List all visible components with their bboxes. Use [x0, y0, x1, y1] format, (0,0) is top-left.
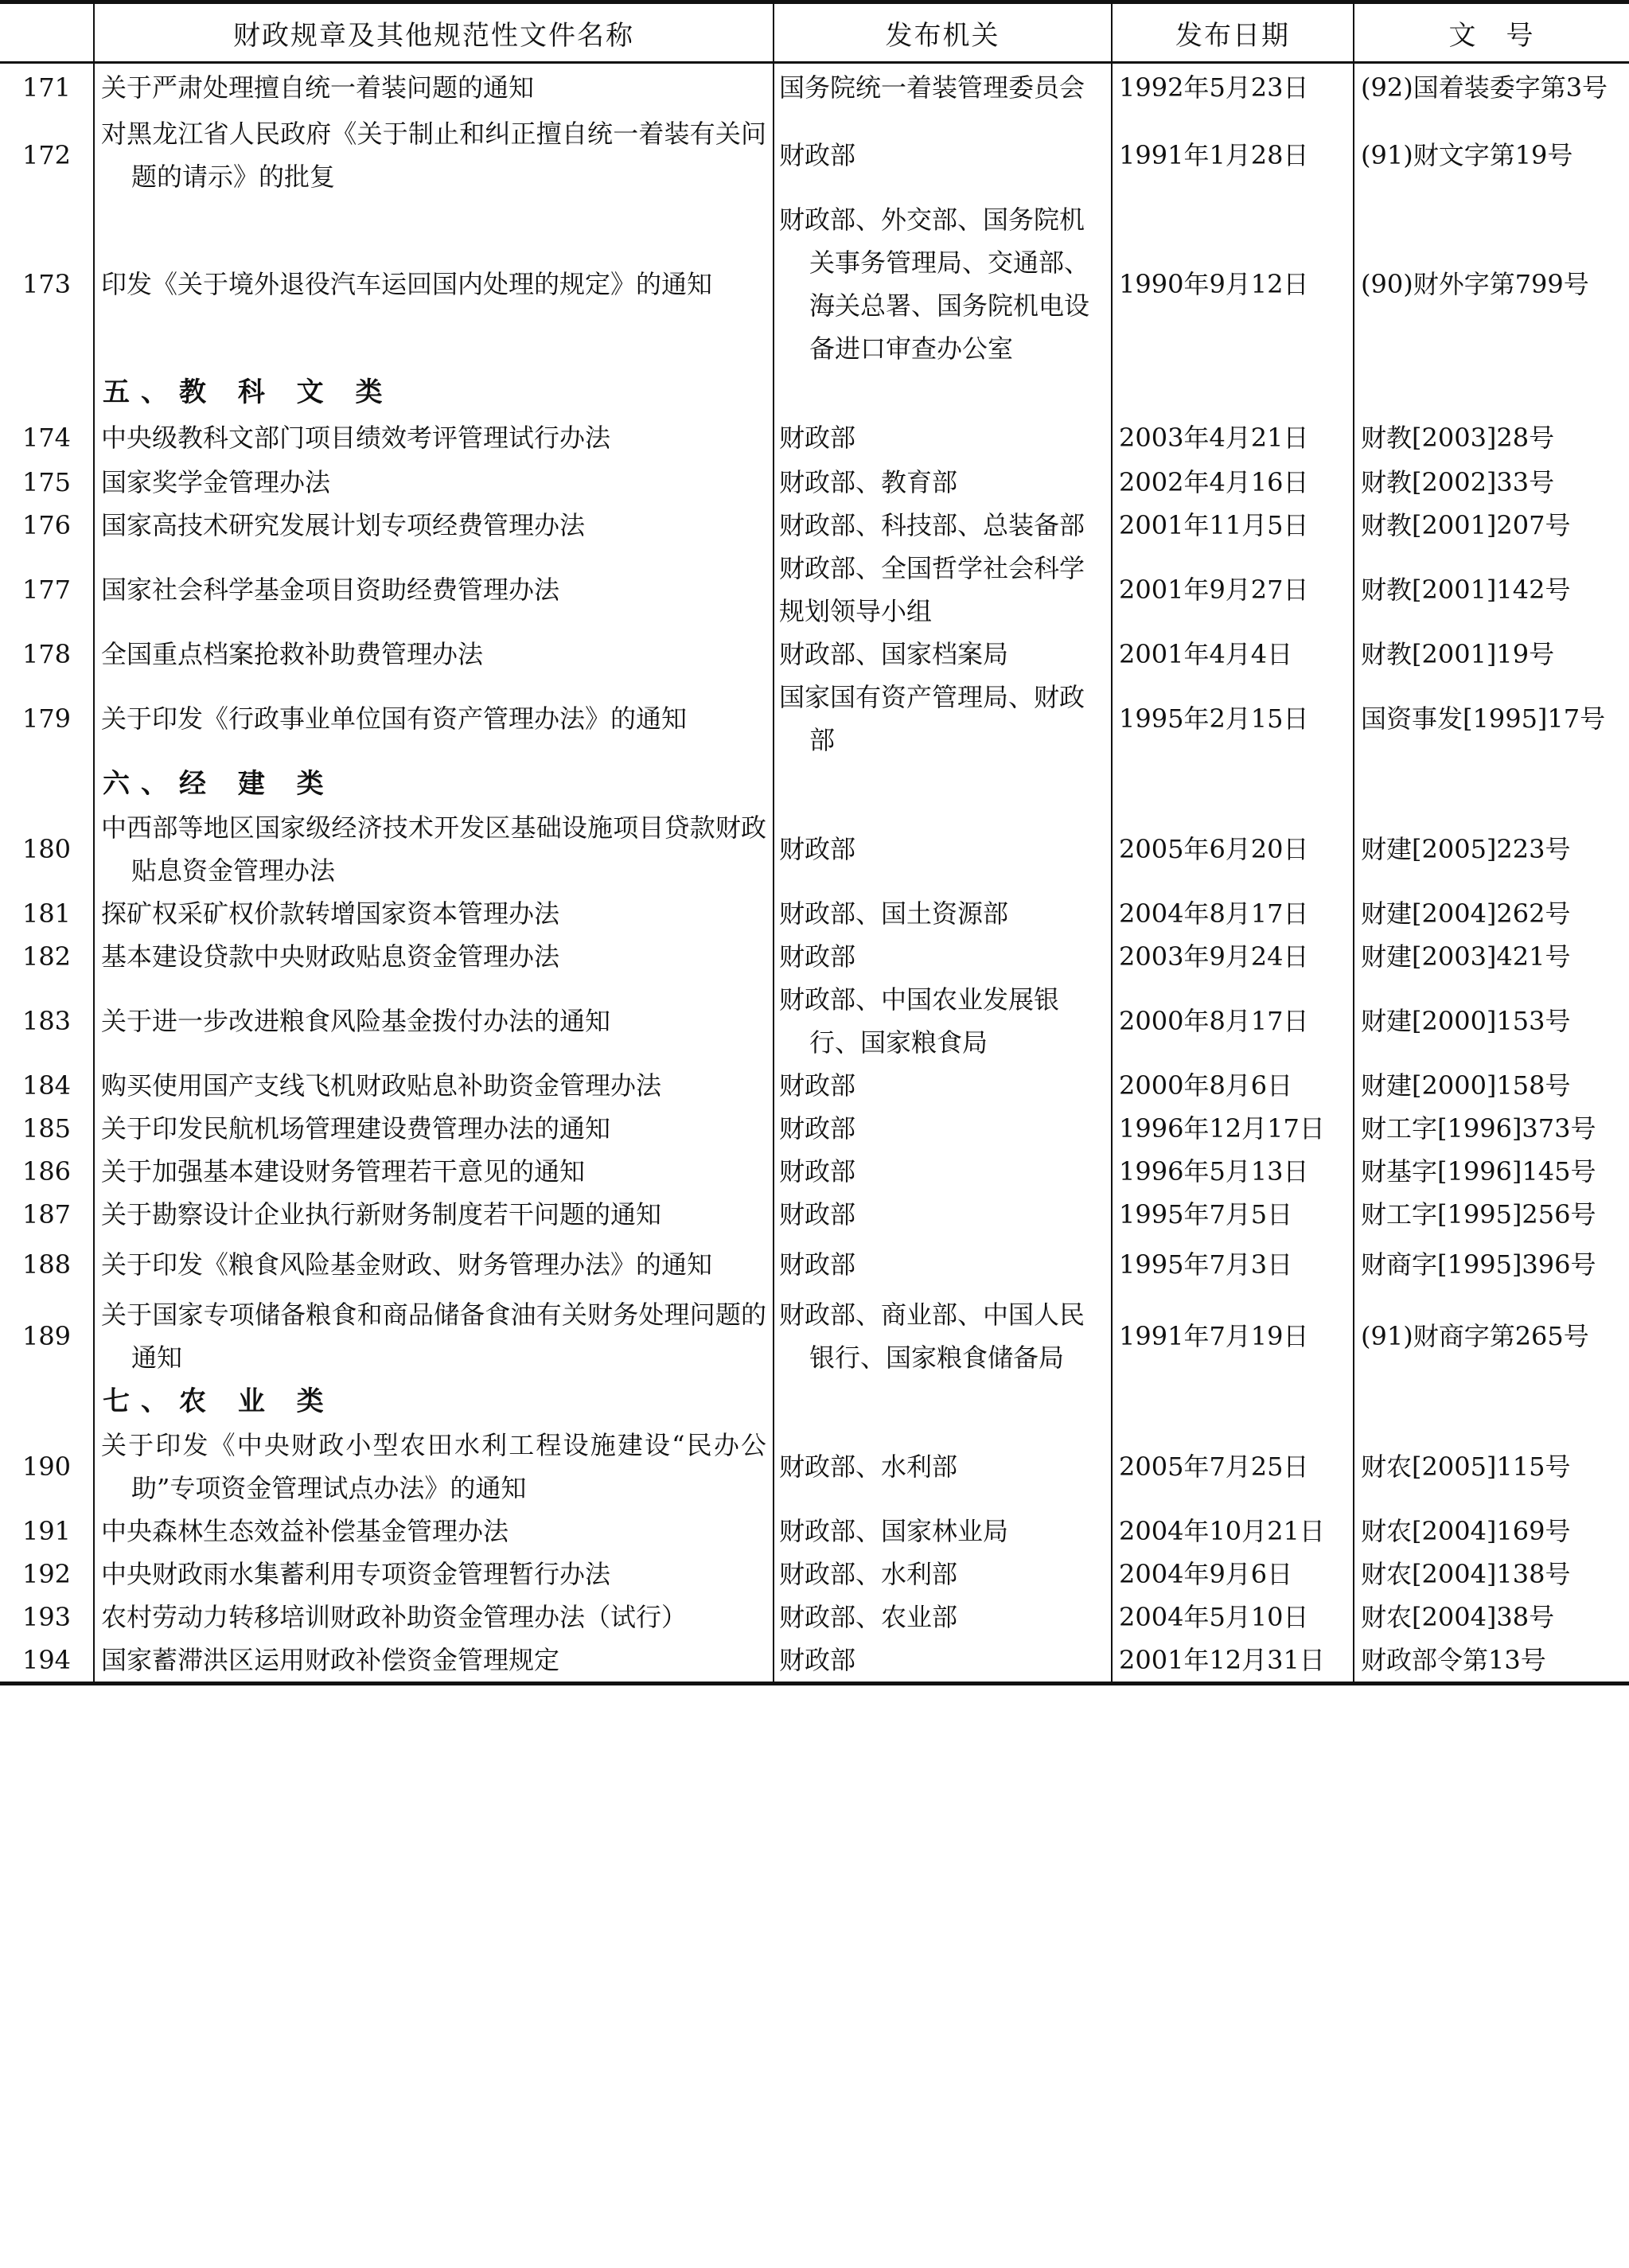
issuing-authority-text: 财政部、农业部	[779, 1601, 958, 1632]
document-number-text: 财教[2001]207号	[1361, 509, 1571, 540]
document-title	[94, 1510, 774, 1553]
section-row	[0, 1379, 1629, 1424]
document-title-text: 关于进一步改进粮食风险基金拨付办法的通知	[101, 1005, 611, 1036]
header-doc-number: 文 号	[1354, 2, 1629, 63]
document-number	[1354, 633, 1629, 676]
issuing-authority	[774, 1293, 1112, 1379]
row-number-text: 182	[21, 941, 72, 972]
header-date: 发布日期	[1112, 2, 1354, 63]
table-row	[0, 112, 1629, 198]
row-number	[0, 978, 94, 1064]
document-number-text: 财政部令第13号	[1361, 1644, 1546, 1675]
document-number	[1354, 978, 1629, 1064]
row-number	[0, 112, 94, 198]
section-empty-cell	[1354, 1379, 1629, 1424]
document-title-text: 国家高技术研究发展计划专项经费管理办法	[101, 509, 586, 540]
row-number-text: 187	[21, 1198, 72, 1229]
document-title	[94, 1064, 774, 1107]
document-title-text: 基本建设贷款中央财政贴息资金管理办法	[101, 941, 560, 972]
document-number	[1354, 892, 1629, 935]
section-empty-cell	[1112, 1379, 1354, 1424]
document-number-text: 财工字[1996]373号	[1361, 1113, 1596, 1144]
document-title	[94, 1553, 774, 1596]
issuing-authority	[774, 547, 1112, 633]
issue-date-text: 1995年2月15日	[1119, 703, 1309, 734]
row-number	[0, 63, 94, 112]
document-title	[94, 633, 774, 676]
issuing-authority-text: 财政部、国家档案局	[779, 638, 1009, 669]
table-row	[0, 978, 1629, 1064]
table-row	[0, 1424, 1629, 1510]
issue-date	[1112, 676, 1354, 762]
row-number	[0, 461, 94, 504]
document-number	[1354, 504, 1629, 547]
document-title-text: 中央级教科文部门项目绩效考评管理试行办法	[101, 422, 611, 453]
document-number-text: 财工字[1995]256号	[1361, 1198, 1596, 1229]
issuing-authority	[774, 198, 1112, 370]
document-title	[94, 1596, 774, 1639]
issuing-authority	[774, 935, 1112, 978]
section-empty-cell	[1354, 762, 1629, 806]
table-row	[0, 1510, 1629, 1553]
row-number-text: 175	[21, 466, 72, 497]
issuing-authority	[774, 1596, 1112, 1639]
document-title-text: 关于加强基本建设财务管理若干意见的通知	[101, 1155, 586, 1187]
table-row	[0, 547, 1629, 633]
document-title-text: 印发《关于境外退役汽车运回国内处理的规定》的通知	[101, 268, 713, 299]
issuing-authority	[774, 1150, 1112, 1193]
issue-date-text: 1990年9月12日	[1119, 268, 1309, 299]
issuing-authority-text: 财政部、国家林业局	[779, 1515, 1009, 1546]
row-number-text: 192	[21, 1558, 72, 1589]
issuing-authority-text: 财政部、全国哲学社会科学规划领导小组	[779, 552, 1085, 626]
issuing-authority-text: 国家国有资产管理局、财政部	[779, 681, 1085, 755]
issue-date-text: 2000年8月17日	[1119, 1005, 1309, 1036]
document-number	[1354, 1236, 1629, 1293]
document-number-text: (90)财外字第799号	[1361, 268, 1589, 299]
document-title	[94, 1107, 774, 1150]
document-number-text: 财教[2001]19号	[1361, 638, 1555, 669]
issuing-authority	[774, 806, 1112, 892]
issuing-authority	[774, 1553, 1112, 1596]
issue-date	[1112, 892, 1354, 935]
issue-date	[1112, 1553, 1354, 1596]
table-row	[0, 633, 1629, 676]
issuing-authority	[774, 1510, 1112, 1553]
document-number	[1354, 547, 1629, 633]
document-number-text: 财农[2004]138号	[1361, 1558, 1571, 1589]
issue-date-text: 2004年8月17日	[1119, 898, 1309, 929]
row-number-text: 171	[21, 72, 72, 103]
issuing-authority-text: 财政部	[779, 139, 856, 170]
section-number-cell	[0, 370, 94, 415]
document-number-text: 财基字[1996]145号	[1361, 1155, 1596, 1187]
document-number-text: 财建[2003]421号	[1361, 941, 1571, 972]
section-empty-cell	[1112, 762, 1354, 806]
document-title	[94, 892, 774, 935]
document-number	[1354, 1064, 1629, 1107]
document-number-text: 财商字[1995]396号	[1361, 1249, 1596, 1280]
document-number-text: 国资事发[1995]17号	[1361, 703, 1606, 734]
issue-date-text: 2005年7月25日	[1119, 1451, 1309, 1482]
document-number-text: 财教[2002]33号	[1361, 466, 1555, 497]
row-number-text: 190	[21, 1451, 72, 1482]
row-number-text: 173	[21, 268, 72, 299]
issue-date-text: 2002年4月16日	[1119, 466, 1309, 497]
issuing-authority-text: 财政部	[779, 1249, 856, 1280]
issuing-authority-text: 财政部	[779, 833, 856, 864]
document-number-text: 财教[2003]28号	[1361, 422, 1555, 453]
table-row	[0, 461, 1629, 504]
row-number	[0, 1510, 94, 1553]
table-header	[0, 2, 1629, 63]
document-title-text: 全国重点档案抢救补助费管理办法	[101, 638, 484, 669]
table-row	[0, 1553, 1629, 1596]
issue-date	[1112, 1510, 1354, 1553]
issue-date	[1112, 1064, 1354, 1107]
issuing-authority-text: 财政部、商业部、中国人民银行、国家粮食储备局	[779, 1299, 1085, 1373]
row-number-text: 180	[21, 833, 72, 864]
issuing-authority-text: 财政部、中国农业发展银行、国家粮食局	[779, 984, 1060, 1058]
document-number	[1354, 112, 1629, 198]
issuing-authority-text: 财政部	[779, 422, 856, 453]
header-issuer: 发布机关	[774, 2, 1112, 63]
row-number-text: 176	[21, 509, 72, 540]
row-number	[0, 547, 94, 633]
document-title	[94, 1193, 774, 1236]
document-number	[1354, 198, 1629, 370]
section-number-cell	[0, 762, 94, 806]
table-row	[0, 1107, 1629, 1150]
issuing-authority	[774, 1107, 1112, 1150]
issue-date-text: 1996年5月13日	[1119, 1155, 1309, 1187]
row-number-text: 184	[21, 1070, 72, 1101]
section-row	[0, 370, 1629, 415]
section-empty-cell	[774, 370, 1112, 415]
issue-date	[1112, 1150, 1354, 1193]
row-number	[0, 1064, 94, 1107]
issue-date	[1112, 461, 1354, 504]
issue-date-text: 2001年9月27日	[1119, 574, 1309, 605]
table-row	[0, 415, 1629, 461]
document-title-text: 中央财政雨水集蓄利用专项资金管理暂行办法	[101, 1558, 611, 1589]
issuing-authority	[774, 415, 1112, 461]
document-title-text: 对黑龙江省人民政府《关于制止和纠正擅自统一着装有关问题的请示》的批复	[101, 118, 766, 192]
issue-date	[1112, 1639, 1354, 1684]
document-number	[1354, 1553, 1629, 1596]
issuing-authority	[774, 112, 1112, 198]
document-number	[1354, 935, 1629, 978]
document-title-text: 关于严肃处理擅自统一着装问题的通知	[101, 72, 535, 103]
section-empty-cell	[1112, 370, 1354, 415]
issuing-authority-text: 财政部	[779, 1155, 856, 1187]
document-number-text: 财建[2000]158号	[1361, 1070, 1571, 1101]
row-number-text: 178	[21, 638, 72, 669]
issue-date	[1112, 935, 1354, 978]
document-title	[94, 63, 774, 112]
issue-date	[1112, 978, 1354, 1064]
row-number	[0, 633, 94, 676]
row-number	[0, 1193, 94, 1236]
document-number	[1354, 1639, 1629, 1684]
header-title: 财政规章及其他规范性文件名称	[94, 2, 774, 63]
table-row	[0, 1193, 1629, 1236]
issuing-authority	[774, 1639, 1112, 1684]
table-row	[0, 1293, 1629, 1379]
section-heading: 五、教 科 文 类	[94, 370, 774, 415]
issue-date	[1112, 63, 1354, 112]
document-number-text: 财农[2004]38号	[1361, 1601, 1555, 1632]
issue-date-text: 2004年10月21日	[1119, 1515, 1325, 1546]
row-number-text: 181	[21, 898, 72, 929]
row-number-text: 194	[21, 1644, 72, 1675]
issue-date-text: 2005年6月20日	[1119, 833, 1309, 864]
table-row	[0, 935, 1629, 978]
row-number-text: 185	[21, 1113, 72, 1144]
document-title-text: 关于勘察设计企业执行新财务制度若干问题的通知	[101, 1198, 662, 1229]
issue-date-text: 2003年4月21日	[1119, 422, 1309, 453]
row-number-text: 183	[21, 1005, 72, 1036]
document-number-text: (91)财商字第265号	[1361, 1320, 1589, 1351]
document-title	[94, 1639, 774, 1684]
issuing-authority-text: 财政部、国土资源部	[779, 898, 1009, 929]
issuing-authority	[774, 504, 1112, 547]
row-number	[0, 415, 94, 461]
document-number	[1354, 1424, 1629, 1510]
issuing-authority-text: 国务院统一着装管理委员会	[779, 72, 1085, 103]
row-number	[0, 1424, 94, 1510]
document-title-text: 中西部等地区国家级经济技术开发区基础设施项目贷款财政贴息资金管理办法	[101, 812, 766, 886]
issuing-authority-text: 财政部	[779, 941, 856, 972]
document-title-text: 关于国家专项储备粮食和商品储备食油有关财务处理问题的通知	[101, 1299, 766, 1373]
row-number	[0, 935, 94, 978]
row-number	[0, 806, 94, 892]
document-number	[1354, 1510, 1629, 1553]
section-empty-cell	[774, 762, 1112, 806]
issuing-authority	[774, 461, 1112, 504]
document-title	[94, 198, 774, 370]
section-row	[0, 762, 1629, 806]
issuing-authority	[774, 892, 1112, 935]
issue-date-text: 2000年8月6日	[1119, 1070, 1293, 1101]
document-title-text: 国家蓄滞洪区运用财政补偿资金管理规定	[101, 1644, 560, 1675]
row-number-text: 193	[21, 1601, 72, 1632]
issuing-authority	[774, 1424, 1112, 1510]
document-number	[1354, 1107, 1629, 1150]
table-row	[0, 198, 1629, 370]
document-title-text: 探矿权采矿权价款转增国家资本管理办法	[101, 898, 560, 929]
document-number	[1354, 63, 1629, 112]
issue-date-text: 1991年1月28日	[1119, 139, 1309, 170]
row-number	[0, 1236, 94, 1293]
issuing-authority	[774, 633, 1112, 676]
row-number-text: 174	[21, 422, 72, 453]
section-number-cell	[0, 1379, 94, 1424]
document-number-text: (91)财文字第19号	[1361, 139, 1573, 170]
document-title-text: 关于印发《行政事业单位国有资产管理办法》的通知	[101, 703, 688, 734]
document-title-text: 关于印发民航机场管理建设费管理办法的通知	[101, 1113, 611, 1144]
table-row	[0, 676, 1629, 762]
row-number	[0, 676, 94, 762]
issue-date-text: 2004年9月6日	[1119, 1558, 1293, 1589]
issue-date	[1112, 1424, 1354, 1510]
section-heading: 七、农 业 类	[94, 1379, 774, 1424]
row-number-text: 189	[21, 1320, 72, 1351]
document-title	[94, 806, 774, 892]
issue-date	[1112, 1193, 1354, 1236]
row-number	[0, 504, 94, 547]
issuing-authority-text: 财政部、水利部	[779, 1558, 958, 1589]
row-number	[0, 1553, 94, 1596]
issue-date-text: 2001年12月31日	[1119, 1644, 1325, 1675]
document-number-text: 财建[2004]262号	[1361, 898, 1571, 929]
document-title-text: 国家奖学金管理办法	[101, 466, 331, 497]
section-heading: 六、经 建 类	[94, 762, 774, 806]
document-title	[94, 1236, 774, 1293]
document-number-text: 财建[2000]153号	[1361, 1005, 1571, 1036]
issue-date	[1112, 504, 1354, 547]
issue-date	[1112, 1596, 1354, 1639]
issuing-authority-text: 财政部、水利部	[779, 1451, 958, 1482]
row-number-text: 186	[21, 1155, 72, 1187]
document-number	[1354, 806, 1629, 892]
row-number	[0, 1150, 94, 1193]
issue-date-text: 2001年4月4日	[1119, 638, 1293, 669]
issue-date	[1112, 415, 1354, 461]
issuing-authority	[774, 63, 1112, 112]
row-number-text: 179	[21, 703, 72, 734]
row-number	[0, 1639, 94, 1684]
issue-date-text: 1996年12月17日	[1119, 1113, 1325, 1144]
table-row	[0, 806, 1629, 892]
document-title-text: 国家社会科学基金项目资助经费管理办法	[101, 574, 560, 605]
issuing-authority-text: 财政部、外交部、国务院机关事务管理局、交通部、海关总署、国务院机电设备进口审查办公室	[779, 204, 1090, 364]
document-title-text: 关于印发《粮食风险基金财政、财务管理办法》的通知	[101, 1249, 713, 1280]
table-row	[0, 892, 1629, 935]
issue-date	[1112, 112, 1354, 198]
section-empty-cell	[774, 1379, 1112, 1424]
document-title	[94, 1424, 774, 1510]
document-number	[1354, 1150, 1629, 1193]
issuing-authority	[774, 1064, 1112, 1107]
table-row	[0, 1150, 1629, 1193]
issue-date-text: 1995年7月5日	[1119, 1198, 1293, 1229]
document-title	[94, 112, 774, 198]
row-number-text: 172	[21, 139, 72, 170]
document-title	[94, 935, 774, 978]
document-number	[1354, 1293, 1629, 1379]
table-row	[0, 1236, 1629, 1293]
issue-date	[1112, 806, 1354, 892]
document-number-text: 财建[2005]223号	[1361, 833, 1571, 864]
document-number-text: 财农[2004]169号	[1361, 1515, 1571, 1546]
issuing-authority	[774, 1193, 1112, 1236]
table-body	[0, 63, 1629, 1684]
table-row	[0, 63, 1629, 112]
document-number-text: 财农[2005]115号	[1361, 1451, 1571, 1482]
row-number-text: 177	[21, 574, 72, 605]
table-row	[0, 504, 1629, 547]
table-row	[0, 1639, 1629, 1684]
issuing-authority	[774, 676, 1112, 762]
document-number	[1354, 676, 1629, 762]
document-title	[94, 676, 774, 762]
issue-date-text: 2001年11月5日	[1119, 509, 1309, 540]
issue-date-text: 2003年9月24日	[1119, 941, 1309, 972]
issuing-authority-text: 财政部	[779, 1113, 856, 1144]
issue-date	[1112, 198, 1354, 370]
row-number	[0, 1293, 94, 1379]
document-number	[1354, 1596, 1629, 1639]
document-title	[94, 978, 774, 1064]
row-number	[0, 892, 94, 935]
row-number	[0, 1596, 94, 1639]
issuing-authority-text: 财政部、科技部、总装备部	[779, 509, 1085, 540]
issue-date	[1112, 1107, 1354, 1150]
document-title-text: 农村劳动力转移培训财政补助资金管理办法（试行）	[101, 1601, 688, 1632]
document-title-text: 购买使用国产支线飞机财政贴息补助资金管理办法	[101, 1070, 662, 1101]
document-title-text: 关于印发《中央财政小型农田水利工程设施建设“民办公助”专项资金管理试点办法》的通知	[101, 1429, 766, 1503]
document-number	[1354, 461, 1629, 504]
issue-date	[1112, 1236, 1354, 1293]
document-title-text: 中央森林生态效益补偿基金管理办法	[101, 1515, 509, 1546]
row-number	[0, 1107, 94, 1150]
issue-date-text: 1995年7月3日	[1119, 1249, 1293, 1280]
document-title	[94, 415, 774, 461]
document-title	[94, 461, 774, 504]
document-title	[94, 504, 774, 547]
document-number	[1354, 1193, 1629, 1236]
header-number	[0, 2, 94, 63]
issue-date	[1112, 1293, 1354, 1379]
issue-date-text: 1992年5月23日	[1119, 72, 1309, 103]
section-empty-cell	[1354, 370, 1629, 415]
issue-date-text: 2004年5月10日	[1119, 1601, 1309, 1632]
issuing-authority-text: 财政部	[779, 1644, 856, 1675]
document-title	[94, 1150, 774, 1193]
issuing-authority	[774, 978, 1112, 1064]
document-number-text: 财教[2001]142号	[1361, 574, 1571, 605]
issuing-authority-text: 财政部、教育部	[779, 466, 958, 497]
row-number-text: 188	[21, 1249, 72, 1280]
issuing-authority	[774, 1236, 1112, 1293]
issue-date	[1112, 547, 1354, 633]
issue-date	[1112, 633, 1354, 676]
row-number-text: 191	[21, 1515, 72, 1546]
document-title	[94, 1293, 774, 1379]
issuing-authority-text: 财政部	[779, 1070, 856, 1101]
table-row	[0, 1596, 1629, 1639]
table-row	[0, 1064, 1629, 1107]
document-number	[1354, 415, 1629, 461]
issuing-authority-text: 财政部	[779, 1198, 856, 1229]
issue-date-text: 1991年7月19日	[1119, 1320, 1309, 1351]
document-number-text: (92)国着装委字第3号	[1361, 72, 1608, 103]
document-title	[94, 547, 774, 633]
row-number	[0, 198, 94, 370]
